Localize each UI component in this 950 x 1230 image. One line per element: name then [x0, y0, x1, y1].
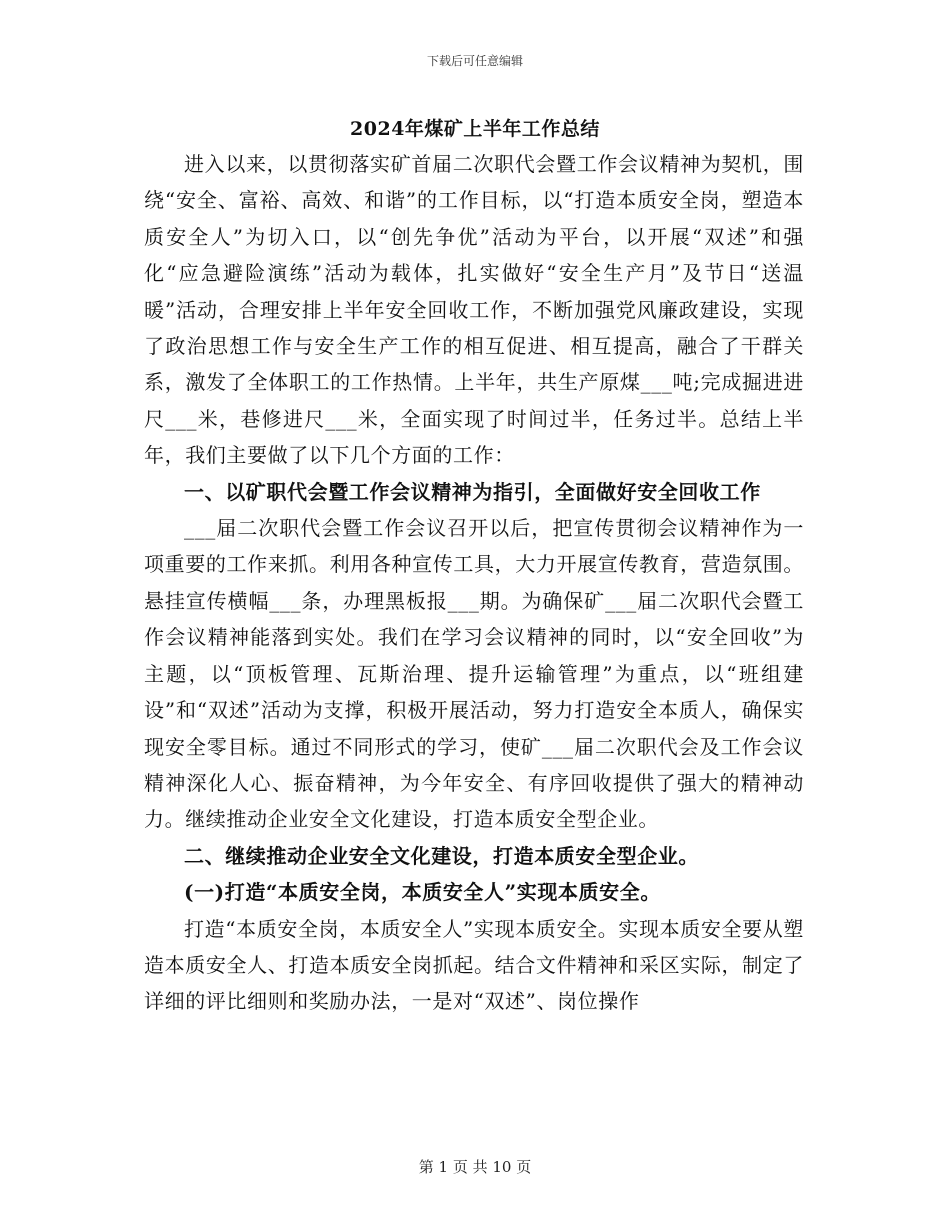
section-heading-1: 一、以矿职代会暨工作会议精神为指引，全面做好安全回收工作 — [184, 479, 761, 504]
paragraph-intro: 进入以来，以贯彻落实矿首届二次职代会暨工作会议精神为契机，围绕“安全、富裕、高效、和谐”的工作目标，以“打造本质安全岗，塑造本质安全人”为切入口，以“创先争优”活动为平台，以开展“双述”和强化“应急避险演练”活动为载体，扎实做好“安全生产月”及节日“送温暖”活动，合理安排上半年安全回收工作，不断加强党风廉政建设，实现了政治思想工作与安全生产工作的相互促进、相互提高，融合了干群关系，激发了全体职工的工作热情。上半年，共生产原煤___吨;完成掘进进尺___米，巷修进尺___米，全面实现了时间过半，任务过半。总结上半年，我们主要做了以下几个方面的工作： — [144, 152, 804, 468]
page-header: 下载后可任意编辑 — [426, 54, 523, 68]
paragraph-subsection-2-1: 打造“本质安全岗，本质安全人”实现本质安全。实现本质安全要从塑造本质安全人、打造本质安全岗抓起。结合文件精神和采区实际，制定了详细的评比细则和奖励办法，一是对“双述”、岗位操作 — [144, 916, 804, 1014]
page-number: 第 1 页 共 10 页 — [418, 1158, 532, 1176]
document-body — [144, 146, 804, 1020]
document-title: 2024年煤矿上半年工作总结 — [350, 118, 600, 140]
section-heading-2: 二、继续推动企业安全文化建设，打造本质安全型企业。 — [184, 843, 699, 868]
subsection-heading-2-1: (一)打造“本质安全岗，本质安全人”实现本质安全。 — [184, 880, 661, 905]
paragraph-section-1: ___届二次职代会暨工作会议召开以后，把宣传贯彻会议精神作为一项重要的工作来抓。利用各种宣传工具，大力开展宣传教育，营造氛围。悬挂宣传横幅___条，办理黑板报___期。为确保矿___届二次职代会暨工作会议精神能落到实处。我们在学习会议精神的同时，以“安全回收”为主题，以“顶板管理、瓦斯治理、提升运输管理”为重点，以“班组建设”和“双述”活动为支撑，积极开展活动，努力打造安全本质人，确保实现安全零目标。通过不同形式的学习，使矿___届二次职代会及工作会议精神深化人心、振奋精神，为今年安全、有序回收提供了强大的精神动力。继续推动企业安全文化建设，打造本质安全型企业。 — [144, 516, 804, 832]
